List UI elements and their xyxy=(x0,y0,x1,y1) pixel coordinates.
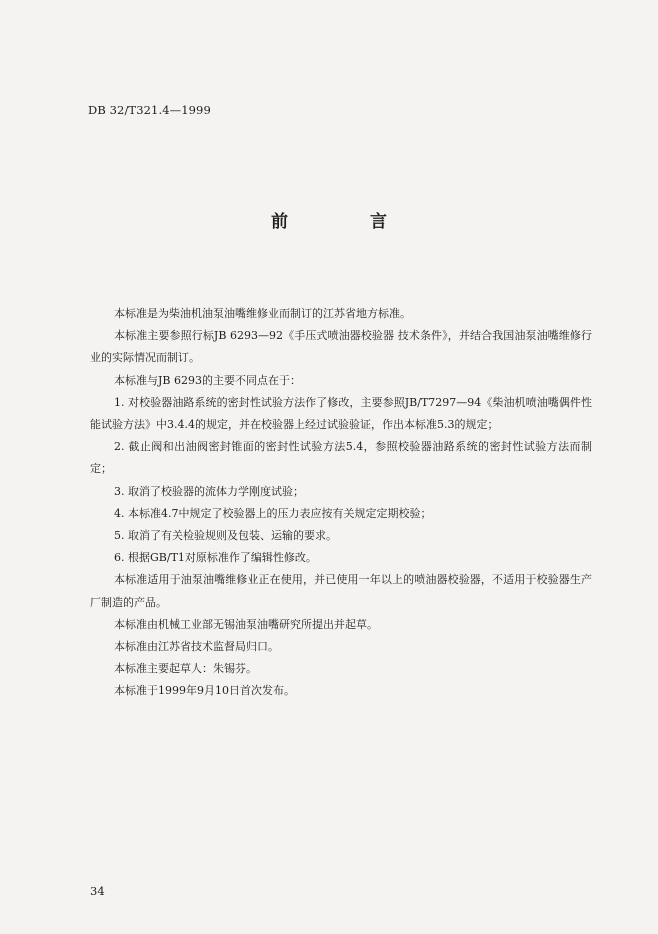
list-item-3: 3. 取消了校验器的流体力学刚度试验； xyxy=(114,484,304,498)
paragraph-authority: 本标准由江苏省技术监督局归口。 xyxy=(114,640,279,654)
paragraph-reference: 本标准主要参照行标JB 6293—92《手压式喷油器校验器 技术条件》，并结合我国油泵油嘴维修行业的实际情况而制订。 xyxy=(90,329,592,365)
paragraph-proposer: 本标准由机械工业部无锡油泵油嘴研究所提出并起草。 xyxy=(114,617,378,631)
paragraph-applicability: 本标准适用于油泵油嘴维修业正在使用，并已使用一年以上的喷油器校验器，不适用于校验器生产厂制造的产品。 xyxy=(90,573,592,609)
page-number: 34 xyxy=(90,884,105,898)
foreword-body xyxy=(90,303,592,703)
paragraph-drafter: 本标准主要起草人：朱锡芬。 xyxy=(114,662,257,676)
list-item-1: 1. 对校验器油路系统的密封性试验方法作了修改，主要参照JB/T7297—94《柴油机喷油嘴偶件性能试验方法》中3.4.4的规定，并在校验器上经过试验验证，作出本标准5.3的规定； xyxy=(90,395,592,432)
list-item-5: 5. 取消了有关检验规则及包装、运输的要求。 xyxy=(114,529,337,543)
paragraph-scope: 本标准是为柴油机油泵油嘴维修业而制订的江苏省地方标准。 xyxy=(114,307,411,320)
list-item-2: 2. 截止阀和出油阀密封锥面的密封性试验方法5.4，参照校验器油路系统的密封性试验方法而制定； xyxy=(90,440,592,476)
paragraph-differences-intro: 本标准与JB 6293的主要不同点在于： xyxy=(114,373,301,387)
list-item-4: 4. 本标准4.7中规定了校验器上的压力表应按有关规定定期校验； xyxy=(114,506,432,520)
section-title: 前 言 xyxy=(271,212,425,232)
paragraph-release-date: 本标准于1999年9月10日首次发布。 xyxy=(114,684,295,698)
list-item-6: 6. 根据GB/T1对原标准作了编辑性修改。 xyxy=(114,551,317,565)
document-code: DB 32/T321.4—1999 xyxy=(88,103,211,117)
